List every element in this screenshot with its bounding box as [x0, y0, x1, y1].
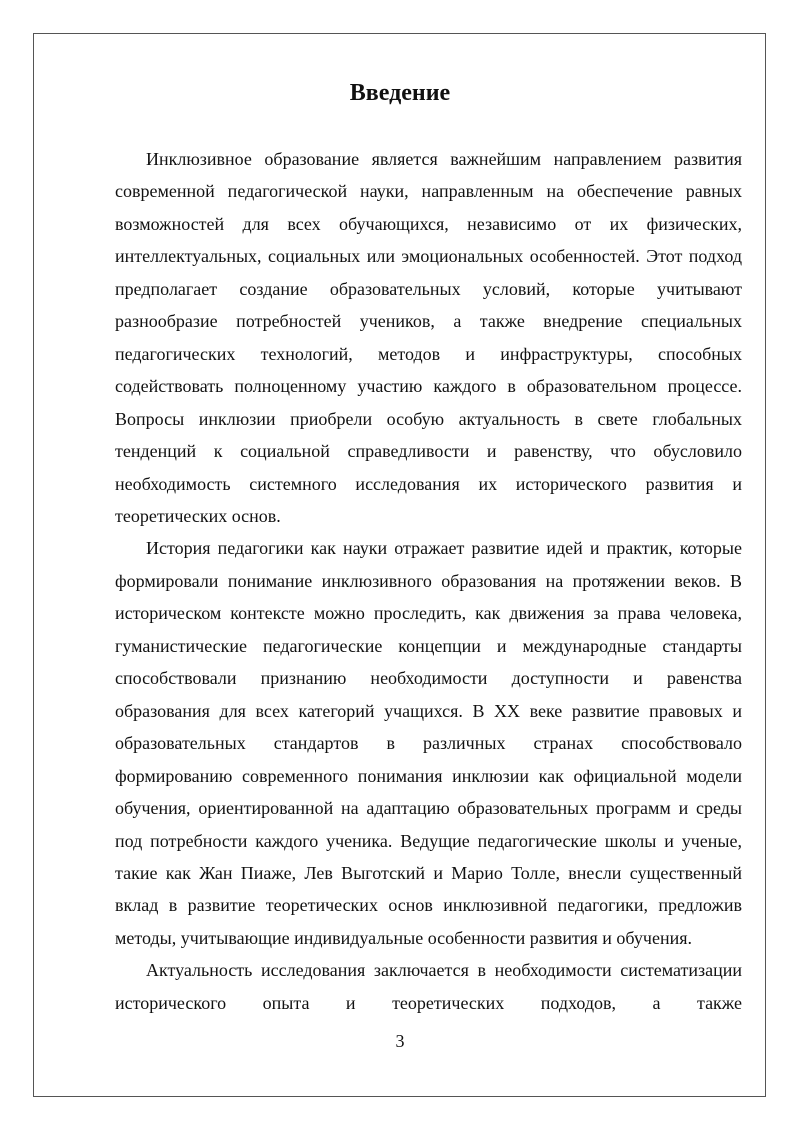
document-body: [115, 143, 742, 1019]
page-number: 3: [395, 1031, 405, 1051]
paragraph-history: История педагогики как науки отражает развитие идей и практик, которые формировали понимание инклюзивного образования на протяжении веков. В историческом контексте можно проследить, как движения за права человека, гуманистические педагогические концепции и международные стандарты способствовали признанию необходимости доступности и равенства образования для всех категорий учащихся. В XX веке развитие правовых и образовательных стандартов в различных странах способствовало формированию современного понимания инклюзии как официальной модели обучения, ориентированной на адаптацию образовательных программ и среды под потребности каждого ученика. Ведущие педагогические школы и ученые, такие как Жан Пиаже, Лев Выготский и Марио Толле, внесли существенный вклад в развитие теоретических основ инклюзивной педагогики, предложив методы, учитывающие индивидуальные особенности развития и обучения.: [115, 538, 742, 948]
paragraph-intro: Инклюзивное образование является важнейшим направлением развития современной педагогической науки, направленным на обеспечение равных возможностей для всех обучающихся, независимо от их физических, интеллектуальных, социальных или эмоциональных особенностей. Этот подход предполагает создание образовательных условий, которые учитывают разнообразие потребностей учеников, а также внедрение специальных педагогических технологий, методов и инфраструктуры, способных содействовать полноценному участию каждого в образовательном процессе. Вопросы инклюзии приобрели особую актуальность в свете глобальных тенденций к социальной справедливости и равенству, что обусловило необходимость системного исследования их исторического развития и теоретических основ.: [115, 149, 742, 526]
section-heading: Введение: [349, 80, 451, 106]
paragraph-relevance: Актуальность исследования заключается в необходимости систематизации исторического опыта и теоретических подходов, а также: [115, 960, 742, 1013]
